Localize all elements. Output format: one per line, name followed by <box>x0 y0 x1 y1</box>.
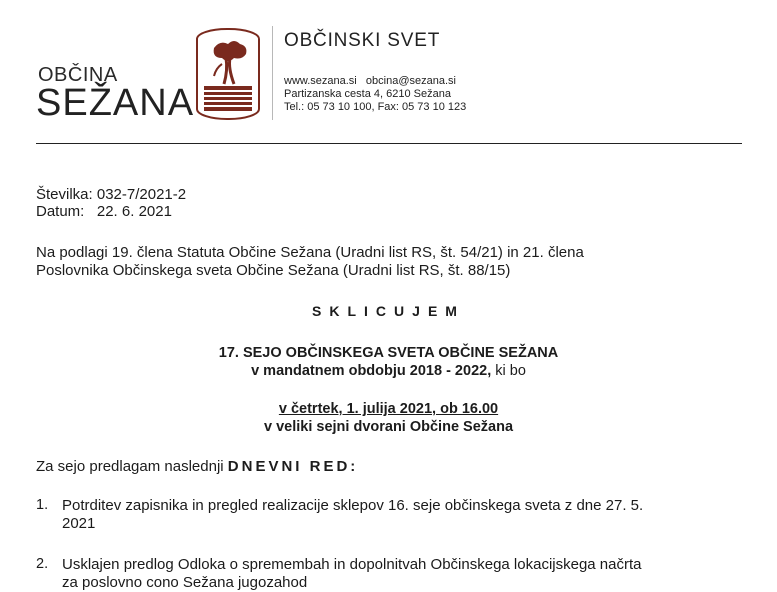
meeting-place: v veliki sejni dvorani Občine Sežana <box>263 419 514 435</box>
agenda-item-2-line-2: za poslovno cono Sežana jugozahod <box>62 574 308 591</box>
document-number-value: 032-7/2021-2 <box>96 186 187 203</box>
document-date-label: Datum: <box>36 203 85 220</box>
meeting-datetime: v četrtek, 1. julija 2021, ob 16.00 <box>278 401 499 417</box>
letterhead-divider <box>272 26 273 120</box>
intro-line-1: Na podlagi 19. člena Statuta Občine Sežana (Uradni list RS, št. 54/21) in 21. člena <box>36 244 584 261</box>
session-term-rest: ki bo <box>491 363 526 379</box>
agenda-item-1-line-2: 2021 <box>62 515 96 532</box>
contact-phone-fax: Tel.: 05 73 10 100, Fax: 05 73 10 123 <box>284 101 467 113</box>
agenda-label: DNEVNI RED: <box>227 458 359 475</box>
document-number-label: Številka: <box>36 186 93 203</box>
document-date <box>36 203 172 221</box>
session-term <box>0 362 777 380</box>
contact-address: Partizanska cesta 4, 6210 Sežana <box>284 88 451 100</box>
agenda-item-number: 1. <box>36 497 49 513</box>
council-title: OBČINSKI SVET <box>284 30 441 51</box>
contact-web-email: www.sezana.si obcina@sezana.si <box>284 75 456 87</box>
agenda-intro-text: Za sejo predlagam naslednji <box>36 458 228 475</box>
document-date-value: 22. 6. 2021 <box>96 203 172 220</box>
convene-heading: SKLICUJEM <box>312 303 465 319</box>
brand-town-name: SEŽANA <box>36 82 195 124</box>
agenda-item-2-line-1: Usklajen predlog Odloka o spremembah in dopolnitvah Občinskega lokacijskega načrta <box>62 556 642 573</box>
brand-municipality-label: OBČINA <box>38 64 118 86</box>
agenda-item-number: 2. <box>36 556 49 572</box>
header-rule <box>36 143 742 144</box>
intro-line-2: Poslovnika Občinskega sveta Občine Sežana (Uradni list RS, št. 88/15) <box>36 262 511 279</box>
agenda-intro <box>36 458 358 476</box>
session-term-bold: v mandatnem obdobju 2018 - 2022, <box>251 363 492 379</box>
session-title: 17. SEJO OBČINSKEGA SVETA OBČINE SEŽANA <box>218 345 559 361</box>
agenda-item-1-line-1: Potrditev zapisnika in pregled realizacije sklepov 16. seje občinskega sveta z dne 27. 5. <box>62 497 644 514</box>
document-number <box>36 186 186 204</box>
municipality-crest-logo <box>196 28 260 120</box>
